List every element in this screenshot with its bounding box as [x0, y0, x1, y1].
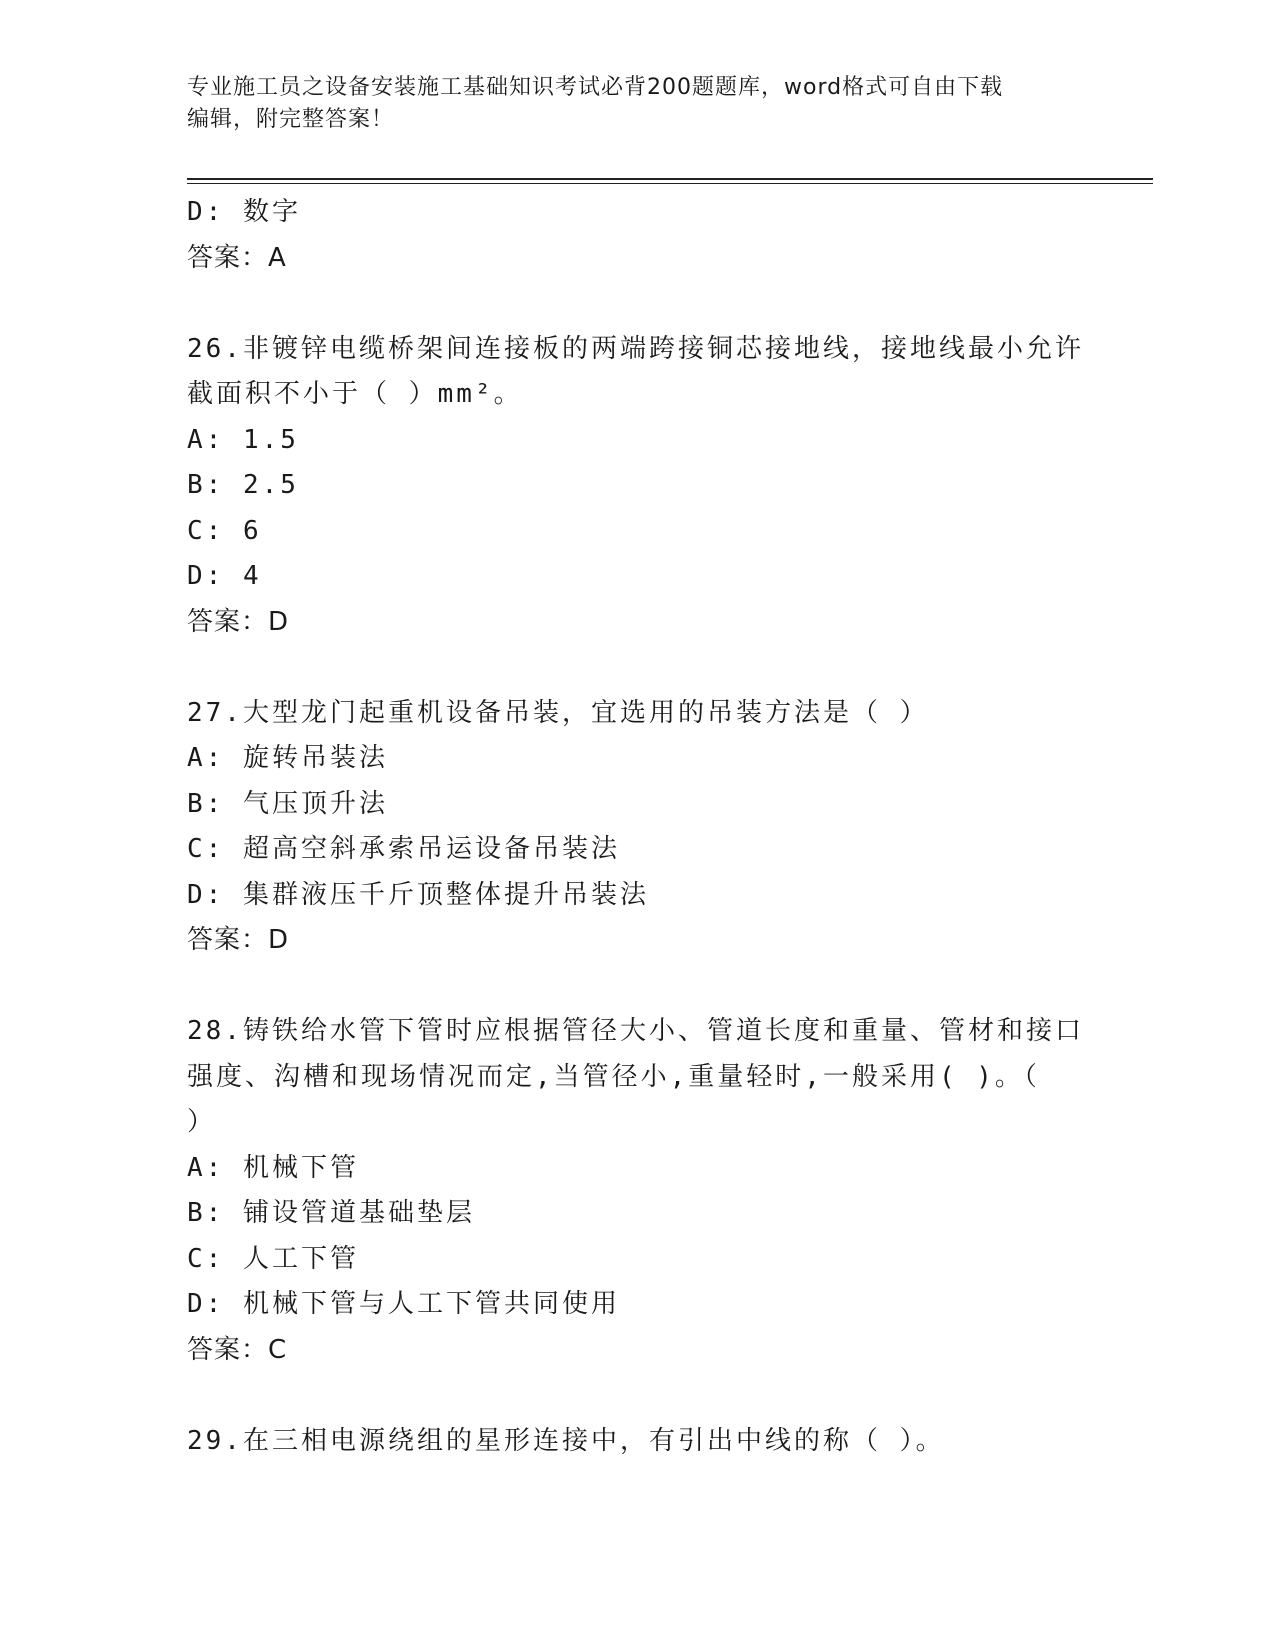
question-stem: 26.非镀锌电缆桥架间连接板的两端跨接铜芯接地线，接地线最小允许: [187, 333, 1084, 364]
option-d: D: 集群液压千斤顶整体提升吊装法: [187, 879, 649, 910]
spacer: [187, 1373, 1087, 1419]
question-stem: ）: [187, 1107, 217, 1137]
question-stem: 截面积不小于（ ）mm²。: [187, 379, 523, 409]
header-rule-thick: [187, 178, 1153, 180]
header-rule-thin: [187, 183, 1153, 184]
question-list: [187, 190, 1087, 1464]
option-c: C: 6: [187, 515, 262, 546]
spacer: [187, 281, 1087, 327]
spacer: [187, 645, 1087, 691]
header-title-line-1: 专业施工员之设备安装施工基础知识考试必背200题题库，word格式可自由下载: [187, 75, 1004, 100]
spacer: [187, 964, 1087, 1010]
header-title-line-2: 编辑，附完整答案！: [187, 107, 395, 132]
option-b: B: 铺设管道基础垫层: [187, 1198, 475, 1228]
option-b: B: 气压顶升法: [187, 788, 388, 819]
question-stem: 29.在三相电源绕组的星形连接中，有引出中线的称（ ）。: [187, 1425, 945, 1456]
option-a: A: 1.5: [187, 424, 299, 455]
option-b: B: 2.5: [187, 470, 299, 500]
option-a: A: 机械下管: [187, 1152, 359, 1183]
option-a: A: 旋转吊装法: [187, 743, 388, 773]
option-d: D: 机械下管与人工下管共同使用: [187, 1289, 620, 1319]
question-stem: 27.大型龙门起重机设备吊装，宜选用的吊装方法是（ ）: [187, 697, 929, 728]
answer: 答案：D: [187, 606, 290, 637]
document-header: [187, 72, 1067, 136]
question-stem: 强度、沟槽和现场情况而定,当管径小,重量轻时,一般采用( )。（: [187, 1061, 1040, 1092]
option-d: D: 数字: [187, 197, 301, 227]
answer: 答案：A: [187, 242, 287, 273]
option-c: C: 超高空斜承索吊运设备吊装法: [187, 834, 620, 864]
option-d: D: 4: [187, 561, 262, 591]
answer: 答案：D: [187, 925, 290, 955]
option-c: C: 人工下管: [187, 1243, 359, 1274]
question-stem: 28.铸铁给水管下管时应根据管径大小、管道长度和重量、管材和接口: [187, 1016, 1084, 1046]
answer: 答案：C: [187, 1334, 288, 1365]
